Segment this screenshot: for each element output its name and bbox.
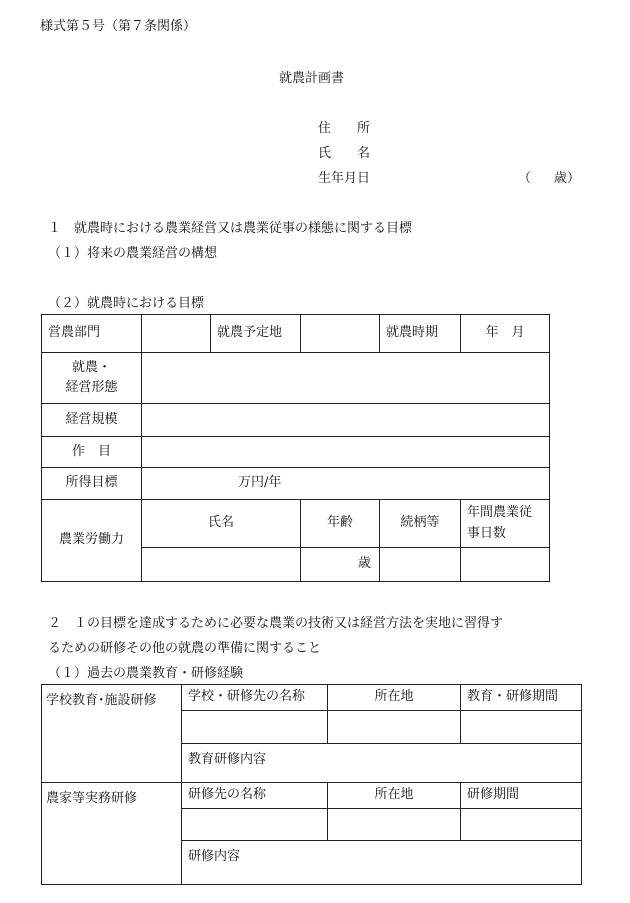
section1-sub1: （１）将来の農業経営の構想 [48, 246, 218, 261]
section2-sub1: （１）過去の農業教育・研修経験 [48, 666, 244, 681]
farm-location-value[interactable] [328, 809, 461, 841]
page-title: 就農計画書 [279, 71, 345, 86]
farm-content-label: 研修内容 [188, 849, 241, 864]
age-open: （ [518, 171, 532, 186]
farm-location-col: 所在地 [328, 783, 461, 809]
labor-days-header [461, 500, 550, 548]
labor-days-2: 事日数 [467, 525, 507, 541]
timing-label: 就農時期 [380, 315, 461, 353]
dept-value[interactable] [142, 315, 211, 353]
school-location-col: 所在地 [328, 685, 461, 711]
crop-value[interactable] [142, 437, 550, 468]
income-unit: 万円/年 [238, 475, 282, 491]
farm-content[interactable] [182, 841, 582, 885]
farm-period-col: 研修期間 [461, 783, 582, 809]
labor-days-1: 年間農業従 [467, 505, 533, 521]
labor-relation-value[interactable] [380, 548, 461, 582]
form-label-2: 経営形態 [65, 380, 118, 395]
section2-heading-line1: ２ １の目標を達成するために必要な農業の技術又は経営方法を実地に習得す [48, 616, 504, 631]
labor-relation-header: 続柄等 [380, 500, 461, 548]
location-label: 就農予定地 [211, 315, 301, 353]
school-name-value[interactable] [182, 711, 328, 744]
timing-value[interactable] [461, 315, 550, 353]
school-location-value[interactable] [328, 711, 461, 744]
farm-name-value[interactable] [182, 809, 328, 841]
farm-label: 農家等実務研修 [42, 783, 182, 885]
name-label: 氏 名 [318, 146, 371, 161]
income-label: 所得目標 [42, 468, 142, 500]
scale-value[interactable] [142, 404, 550, 437]
age-close: 歳） [554, 171, 581, 186]
income-value[interactable] [142, 468, 550, 500]
form-value[interactable] [142, 353, 550, 404]
goal-table [41, 314, 550, 582]
labor-age-value[interactable] [301, 548, 380, 582]
school-label: 学校教育･施設研修 [42, 685, 182, 783]
age-unit: 歳 [357, 556, 371, 572]
dept-label: 営農部門 [42, 315, 142, 353]
form-label [42, 353, 142, 404]
farm-name-col: 研修先の名称 [182, 783, 328, 809]
section1-sub2: （２）就農時における目標 [48, 296, 205, 311]
school-period-value[interactable] [461, 711, 582, 744]
school-content-label: 教育研修内容 [188, 752, 267, 767]
year-month: 年 月 [485, 325, 525, 341]
labor-name-value[interactable] [142, 548, 301, 582]
farm-period-value[interactable] [461, 809, 582, 841]
school-content[interactable] [182, 744, 582, 783]
section2-heading-line2: るための研修その他の就農の準備に関すること [48, 641, 322, 656]
address-label: 住 所 [318, 121, 371, 136]
labor-label: 農業労働力 [42, 500, 142, 582]
labor-name-header: 氏名 [142, 500, 301, 548]
school-period-col: 教育・研修期間 [461, 685, 582, 711]
location-value[interactable] [301, 315, 380, 353]
dob-label: 生年月日 [318, 171, 371, 186]
school-name-col: 学校・研修先の名称 [182, 685, 328, 711]
form-label-1: 就農・ [71, 359, 111, 375]
section1-heading: １ 就農時における農業経営又は農業従事の様態に関する目標 [48, 221, 413, 236]
scale-label: 経営規模 [42, 404, 142, 437]
crop-label: 作 目 [42, 437, 142, 468]
labor-age-header: 年齢 [301, 500, 380, 548]
labor-days-value[interactable] [461, 548, 550, 582]
training-table [41, 684, 582, 885]
form-id: 様式第５号（第７条関係） [40, 19, 197, 34]
